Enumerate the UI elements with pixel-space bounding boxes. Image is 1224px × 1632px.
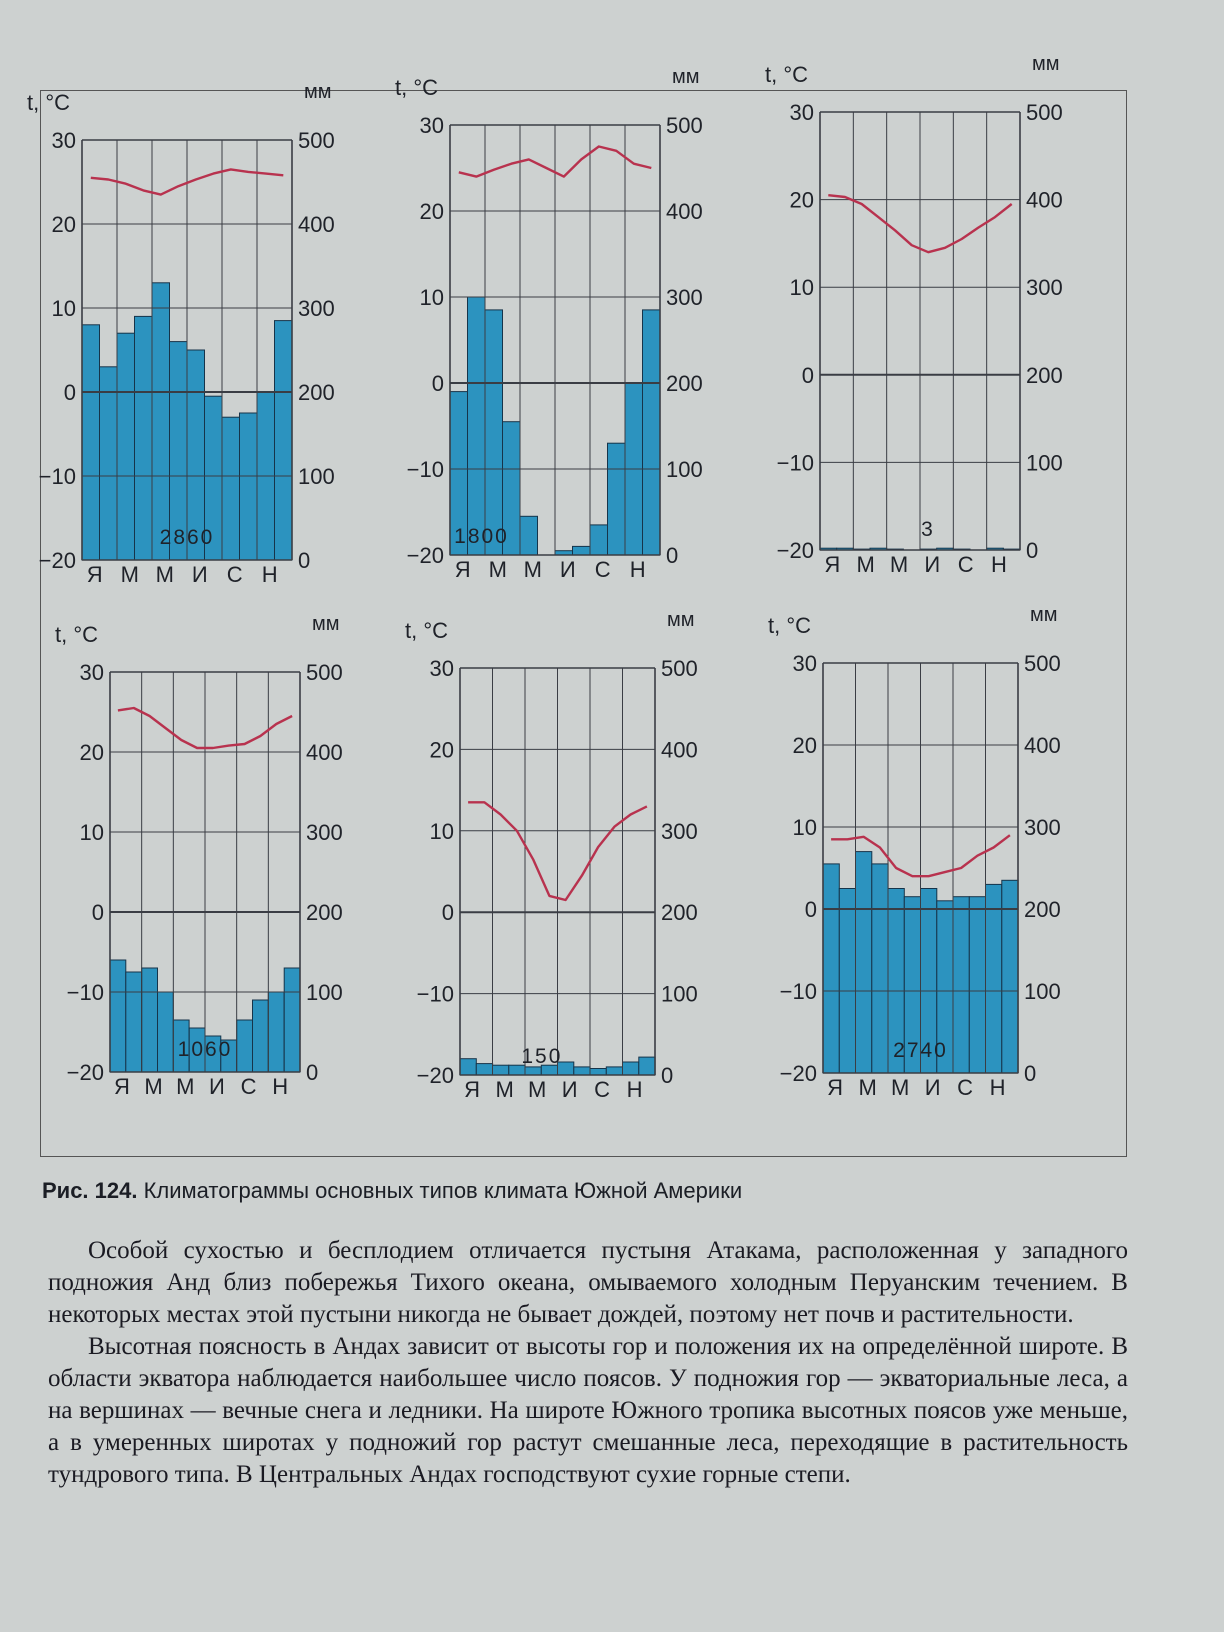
precip-tick-label: 100 [1026,450,1063,476]
month-label: И [559,557,576,582]
precip-tick-label: 300 [306,820,343,845]
month-label: М [495,1077,514,1102]
month-label: М [858,1075,877,1100]
month-label: Н [272,1074,289,1099]
month-label: М [890,1075,910,1100]
precipitation-bar [222,417,240,560]
precip-tick-label: 500 [298,128,335,153]
temp-tick-label: 10 [79,820,104,845]
temp-axis-label: t, °C [765,62,809,87]
precip-tick-label: 100 [1024,979,1061,1004]
precipitation-bar [468,297,486,555]
month-label: М [144,1074,163,1099]
precipitation-bar [856,852,872,1073]
precip-tick-label: 500 [1024,651,1061,676]
month-label: Н [991,552,1007,577]
month-label: И [191,562,208,587]
precip-tick-label: 500 [661,656,698,681]
climatogram-5 [405,609,698,1102]
precipitation-bar [82,325,100,560]
temp-tick-label: 30 [429,656,454,681]
precipitation-bar [158,992,174,1072]
month-label: Н [989,1075,1006,1100]
precipitation-bar [485,310,503,555]
precip-axis-label: мм [1032,53,1060,75]
precip-tick-label: 300 [1024,815,1061,840]
precipitation-bar [872,864,888,1073]
temp-tick-label: −20 [416,1063,454,1088]
precip-tick-label: 0 [306,1060,319,1085]
month-label: С [957,552,974,577]
temp-tick-label: −20 [38,548,76,573]
climatogram-1 [27,81,335,587]
precipitation-bar [110,960,126,1072]
temp-tick-label: −20 [776,538,814,563]
precip-tick-label: 100 [661,981,698,1007]
body-text [48,1235,1128,1491]
temp-axis-label: t, °C [395,75,439,100]
precip-tick-label: 500 [1026,100,1063,125]
precip-tick-label: 400 [298,212,335,237]
annual-precipitation-label: 1800 [454,525,509,548]
temp-tick-label: −10 [406,457,444,482]
month-label: Н [261,562,278,587]
precipitation-bar [639,1057,655,1075]
precipitation-bar [623,1062,639,1075]
month-label: М [523,557,542,582]
temp-tick-label: 30 [419,113,444,138]
precip-tick-label: 200 [661,900,698,926]
month-label: М [120,562,139,587]
month-label: Я [464,1077,481,1102]
precip-tick-label: 0 [666,543,679,568]
precipitation-bar [986,884,1002,1073]
precip-tick-label: 200 [298,380,335,405]
climatogram-6 [768,604,1061,1100]
precip-tick-label: 300 [1026,275,1063,301]
month-label: И [209,1074,225,1099]
precipitation-bar [520,516,538,555]
precip-axis-label: мм [312,613,340,635]
temp-tick-label: 0 [91,900,104,925]
precipitation-bar [142,968,158,1072]
precip-tick-label: 300 [666,285,703,310]
month-label: С [226,562,243,587]
precipitation-bar [253,1000,269,1072]
temp-tick-label: −10 [416,981,454,1007]
temp-tick-label: 10 [51,296,76,321]
month-label: Я [113,1074,130,1099]
precipitation-bar [643,310,661,555]
precipitation-bar [284,968,300,1072]
month-label: С [594,1077,611,1102]
precip-tick-label: 0 [1024,1061,1037,1086]
precip-tick-label: 300 [298,296,335,321]
temp-tick-label: −10 [66,980,104,1005]
month-label: Н [629,557,646,582]
month-label: Я [824,552,841,577]
precipitation-bar [460,1059,476,1075]
temp-tick-label: 20 [79,740,104,765]
annual-precipitation-label: 150 [521,1045,563,1068]
month-label: М [527,1077,547,1102]
precipitation-bar [493,1065,509,1075]
precip-tick-label: 0 [661,1063,674,1088]
precipitation-bar [608,443,626,555]
precip-tick-label: 200 [1024,897,1061,922]
month-label: М [488,557,507,582]
precip-axis-label: мм [304,81,332,103]
temp-axis-label: t, °C [405,618,449,643]
temp-tick-label: −10 [776,450,814,476]
precipitation-bar [117,333,135,560]
month-label: Я [86,562,103,587]
temp-tick-label: 20 [429,737,454,763]
precip-tick-label: 400 [1024,733,1061,758]
precip-tick-label: 200 [306,900,343,925]
month-label: М [176,1074,195,1099]
temp-tick-label: 20 [789,187,814,213]
temp-tick-label: 30 [789,100,814,125]
month-label: С [594,557,611,582]
month-label: М [856,552,875,577]
temp-tick-label: 0 [441,900,454,926]
precip-tick-label: 0 [298,548,311,573]
month-label: Я [454,557,471,582]
temp-tick-label: 0 [804,897,817,922]
month-label: И [924,1075,941,1100]
precipitation-bar [240,413,258,560]
temp-tick-label: 20 [792,733,817,758]
precipitation-bar [126,972,142,1072]
annual-precipitation-label: 2740 [893,1039,948,1062]
month-label: С [957,1075,974,1100]
precipitation-bar [574,1067,590,1075]
temp-axis-label: t, °C [768,613,812,638]
paragraph-atacama: Особой сухостью и бесплодием отличается пустыня Атакама, расположенная у западного подножия Анд близ побережья Тихого океана, омываемого холодным Перуанским течением. В некоторых местах этой пустыни никогда не бывает дождей, поэтому нет почв и растительности. [48,1237,1128,1328]
temp-tick-label: −20 [66,1060,104,1085]
paragraph-altitudinal-zones: Высотная поясность в Андах зависит от высоты гор и положения их на определённой широте. В области экватора наблюдается наибольшее число поясов. У подножия гор — экваториальные леса, а на вершинах — вечные снега и ледники. На широте Южного тропика высотных поясов уже меньше, а в умеренных широтах у подножий гор растут смешанные леса, переходящие в растительность тундрового типа. В Центральных Андах господствуют сухие горные степи. [48,1333,1128,1488]
precip-axis-label: мм [672,66,700,88]
month-label: И [924,552,941,577]
climatogram-4 [55,613,343,1099]
precip-tick-label: 100 [306,980,343,1005]
precip-axis-label: мм [667,609,695,631]
temp-tick-label: −20 [406,543,444,568]
precipitation-bar [476,1064,492,1075]
precip-tick-label: 0 [1026,538,1039,563]
precip-tick-label: 400 [306,740,343,765]
temp-tick-label: 30 [51,128,76,153]
annual-precipitation-label: 1060 [177,1038,233,1061]
temp-tick-label: 30 [79,660,104,685]
month-label: Я [827,1075,844,1100]
precipitation-bar [590,1069,606,1076]
precipitation-bar [237,1020,253,1072]
caption-text: Климатограммы основных типов климата Южной Америки [143,1178,743,1203]
temp-tick-label: 0 [801,362,814,388]
precipitation-bar [953,897,969,1073]
precip-tick-label: 200 [1026,362,1063,388]
precipitation-bar [823,864,839,1073]
temp-tick-label: 0 [63,380,76,405]
temp-tick-label: −10 [38,464,76,489]
temp-tick-label: −10 [779,979,817,1004]
climatogram-3 [765,53,1063,577]
temp-tick-label: −20 [779,1061,817,1086]
month-label: С [240,1074,257,1099]
precip-tick-label: 400 [1026,187,1063,213]
climatogram-2 [395,66,703,582]
annual-precipitation-label: 2860 [159,526,215,549]
annual-precipitation-label: 3 [921,518,935,541]
precipitation-bar [275,321,293,560]
precipitation-bar [525,1067,541,1075]
temp-axis-label: t, °C [55,622,99,647]
month-label: М [889,552,909,577]
precip-tick-label: 100 [666,457,703,482]
precip-tick-label: 400 [666,199,703,224]
month-label: М [155,562,174,587]
precipitation-bar [839,889,855,1074]
precipitation-bar [590,525,608,555]
precipitation-bar [152,283,170,560]
precip-tick-label: 100 [298,464,335,489]
temp-axis-label: t, °C [27,90,71,115]
precip-tick-label: 500 [306,660,343,685]
precip-axis-label: мм [1030,604,1058,626]
precipitation-bar [573,546,591,555]
caption-label: Рис. 124. [42,1178,138,1203]
temp-tick-label: 0 [431,371,444,396]
precip-tick-label: 300 [661,818,698,844]
temp-tick-label: 20 [419,199,444,224]
temp-tick-label: 10 [429,818,454,844]
precip-tick-label: 400 [661,737,698,763]
temp-tick-label: 10 [792,815,817,840]
precipitation-bar [135,316,153,560]
temp-tick-label: 10 [419,285,444,310]
precip-tick-label: 500 [666,113,703,138]
month-label: Н [626,1077,643,1102]
precipitation-bar [268,992,284,1072]
precip-tick-label: 200 [666,371,703,396]
temp-tick-label: 10 [789,275,814,301]
precipitation-bar [969,897,985,1073]
month-label: И [561,1077,578,1102]
figure-caption [42,1178,1172,1204]
precipitation-bar [100,367,118,560]
temp-tick-label: 30 [792,651,817,676]
temp-tick-label: 20 [51,212,76,237]
precipitation-bar [606,1067,622,1075]
